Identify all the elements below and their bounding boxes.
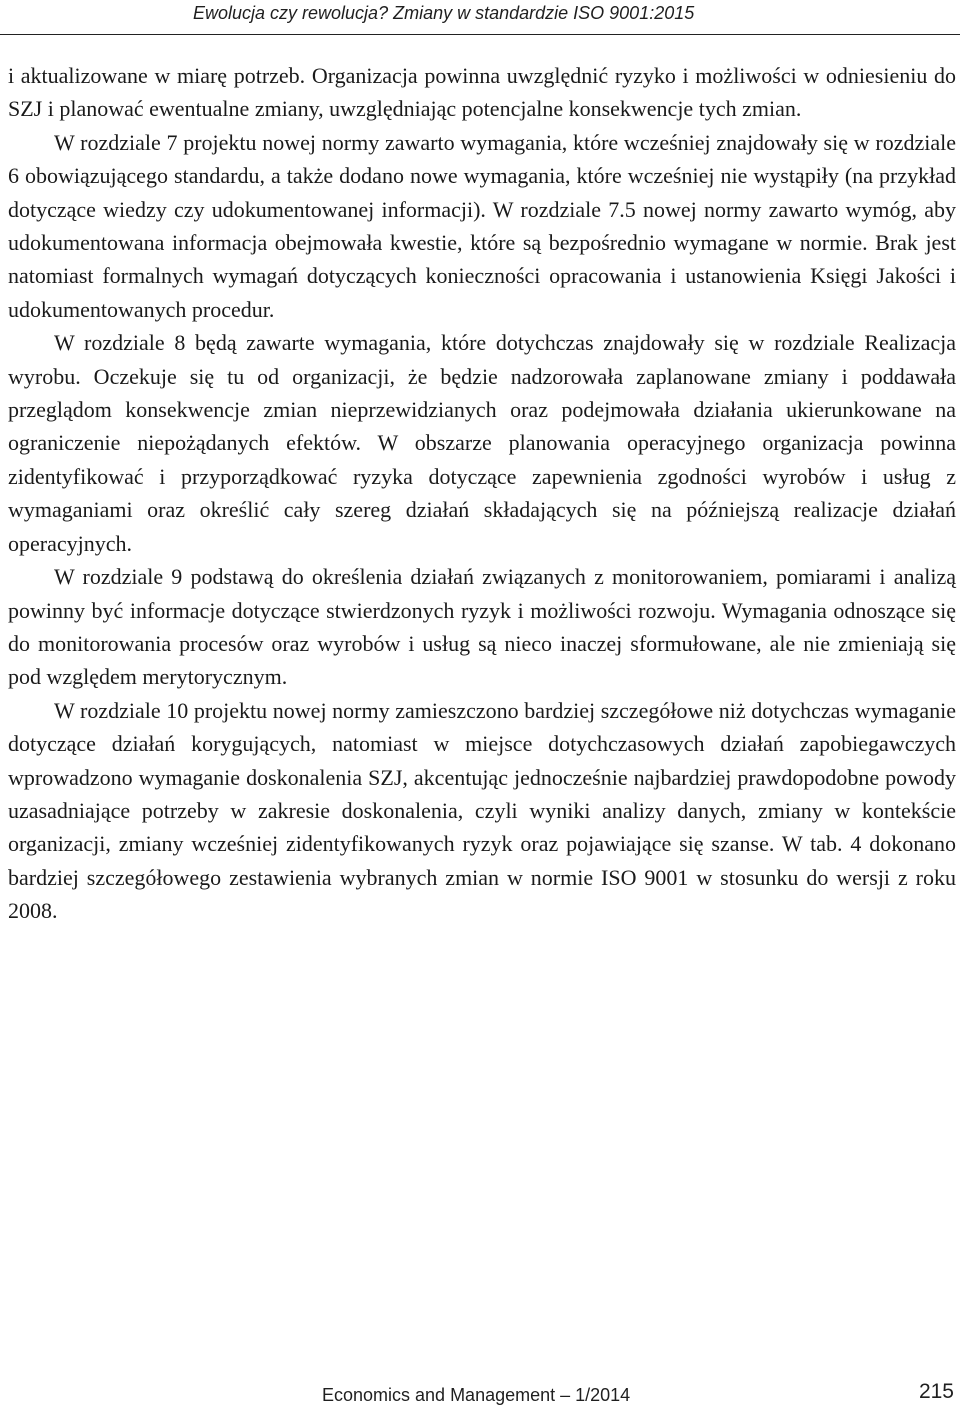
page-number: 215	[918, 1380, 954, 1403]
footer-journal-citation: Economics and Management – 1/2014	[322, 1385, 631, 1405]
header-divider	[0, 34, 960, 35]
article-body	[8, 59, 956, 928]
paragraph-chapter-8: W rozdziale 8 będą zawarte wymagania, które dotychczas znajdowały się w rozdziale Realizacja wyrobu. Oczekuje się tu od organizacji, że będzie nadzorowała zaplanowane zmiany i poddawała przeglądom konsekwencje zmian nieprzewidzianych oraz podejmowała działania ukierunkowane na ograniczenie niepożądanych efektów. W obszarze planowania operacyjnego organizacja powinna zidentyfikować i przyporządkować ryzyka dotyczące zapewnienia zgodności wyrobów i usług z wymaganiami oraz określić cały szereg działań składających się na późniejszą realizacje działań operacyjnych.	[8, 330, 956, 556]
paragraph-chapter-10: W rozdziale 10 projektu nowej normy zamieszczono bardziej szczegółowe niż dotychczas wymaganie dotyczące działań korygujących, natomiast w miejsce dotychczasowych działań zapobiegawczych wprowadzono wymaganie doskonalenia SZJ, akcentując jednocześnie najbardziej prawdopodobne powody uzasadniające potrzeby w zakresie doskonalenia, czyli wyniki analizy danych, zmiany w kontekście organizacji, zmiany wcześniej zidentyfikowanych ryzyk oraz pojawiające się szanse. W tab. 4 dokonano bardziej szczegółowego zestawienia wybranych zmian w normie ISO 9001 w stosunku do wersji z roku 2008.	[8, 697, 956, 924]
running-footer	[0, 1380, 960, 1410]
running-header-title: Ewolucja czy rewolucja? Zmiany w standardzie ISO 9001:2015	[193, 3, 695, 23]
running-header	[0, 0, 960, 42]
paragraph-chapter-7: W rozdziale 7 projektu nowej normy zawarto wymagania, które wcześniej znajdowały się w rozdziale 6 obowiązującego standardu, a także dodano nowe wymagania, które wcześniej nie wystąpiły (na przykład dotyczące wiedzy czy udokumentowanej informacji). W rozdziale 7.5 nowej normy zawarto wymóg, aby udokumentowana informacja obejmowała kwestie, które są bezpośrednio wymagane w normie. Brak jest natomiast formalnych wymagań dotyczących konieczności opracowania i ustanowienia Księgi Jakości i udokumentowanych procedur.	[8, 129, 956, 322]
paragraph-continuation: i aktualizowane w miarę potrzeb. Organizacja powinna uwzględnić ryzyko i możliwości w odniesieniu do SZJ i planować ewentualne zmiany, uwzględniając potencjalne konsekwencje tych zmian.	[8, 63, 956, 122]
paragraph-chapter-9: W rozdziale 9 podstawą do określenia działań związanych z monitorowaniem, pomiarami i analizą powinny być informacje dotyczące stwierdzonych ryzyk i możliwości rozwoju. Wymagania odnoszące się do monitorowania procesów oraz wyrobów i usług są nieco inaczej sformułowane, ale nie zmieniają się pod względem merytorycznym.	[8, 564, 956, 690]
